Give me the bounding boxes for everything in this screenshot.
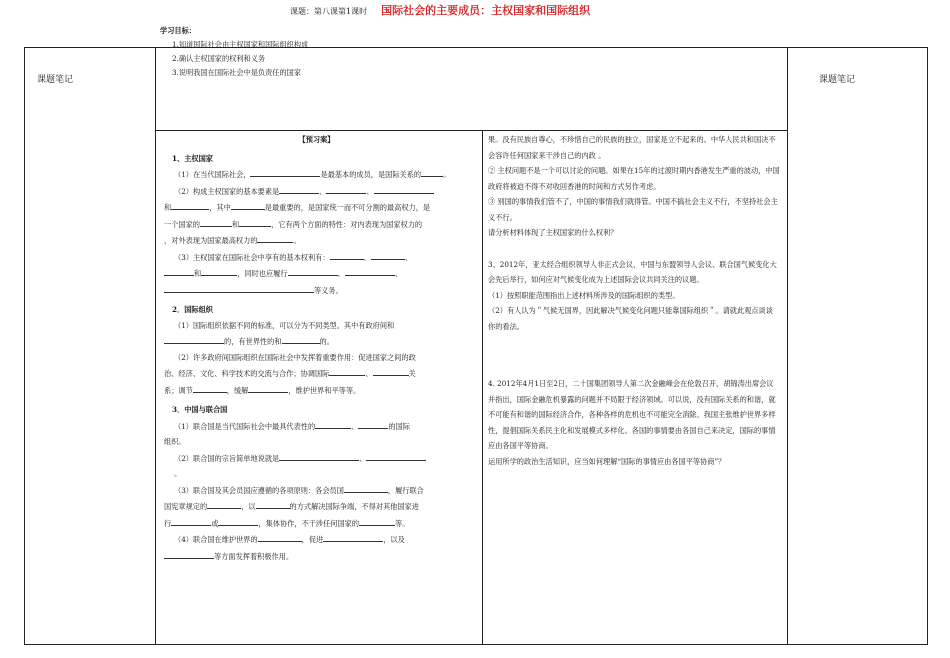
- column-divider: [482, 130, 483, 644]
- blank-field[interactable]: [250, 166, 320, 177]
- question-item: 等方面发挥着积极作用。: [164, 548, 469, 565]
- question-prompt: 请分析材料体现了主权国家的什么权利？: [488, 228, 618, 237]
- blank-field[interactable]: [371, 249, 405, 260]
- blank-field[interactable]: [315, 418, 351, 429]
- question-item: 和 ，其中 是最重要的，是国家统一而不可分割的最高权力，是: [164, 199, 469, 216]
- blank-field[interactable]: [279, 450, 359, 461]
- blank-field[interactable]: [239, 216, 271, 227]
- question-item: （3）联合国及其会员国应遵循的各项原则：各会员国 ，履行联合: [164, 482, 469, 499]
- question-item: 治、经济、文化、科学技术的交流与合作；协调国际 、 关: [164, 365, 469, 382]
- question-item: （1）联合国是当代国际社会中最具代表性的 、 的国际: [164, 418, 469, 435]
- question-item: 的，有世界性的和 的。: [164, 333, 469, 350]
- lesson-title: 国际社会的主要成员：主权国家和国际组织: [381, 4, 591, 17]
- lesson-header: [290, 2, 780, 18]
- goal-item: 2.确认主权国家的权利和义务: [172, 54, 266, 63]
- question-prompt: （1）按照职能范围指出上述材料所涉及的国际组织的类型。: [488, 290, 680, 300]
- goal-item: 3.说明我国在国际社会中是负责任的国家: [172, 68, 302, 77]
- question-item: （1）国际组织依据不同的标准，可以分为不同类型。其中有政府间和: [174, 320, 395, 330]
- question-item: 和 ，同时也应履行 、 、: [164, 265, 469, 282]
- blank-field[interactable]: [258, 531, 302, 542]
- preview-heading: 【预习案】: [298, 135, 335, 144]
- question-item: 国宪章规定的 ，以 的方式解决国际争端，不得对其他国家进: [164, 498, 469, 515]
- material-paragraph: ② 主权问题不是一个可以讨论的问题。如果在15年的过渡时期内香港发生严重的波动，中国政府将被迫不得不对收回香港的时间和方式另作考虑。: [488, 166, 780, 191]
- blank-field[interactable]: [366, 450, 426, 461]
- blank-field[interactable]: [288, 265, 338, 276]
- material-paragraph: 果。没有民族自尊心，不珍惜自己的民族的独立，国家是立不起来的。中华人民共和国决不会容许任何国家来干涉自己的内政 。: [488, 135, 776, 160]
- question-item: （2）构成主权国家的基本要素是 、 、: [164, 183, 469, 200]
- column-divider: [155, 48, 156, 644]
- blank-field[interactable]: [358, 418, 388, 429]
- blank-field[interactable]: [164, 282, 314, 293]
- blank-field[interactable]: [256, 498, 290, 509]
- blank-field[interactable]: [201, 265, 237, 276]
- column-divider: [787, 48, 788, 644]
- question-prompt: 运用所学的政治生活知识，应当如何理解“国际的事情应由各国平等协商”？: [488, 456, 726, 466]
- blank-field[interactable]: [171, 515, 211, 526]
- question-prompt: （2）有人认为＂气候无国界，因此解决气候变化问题只能靠国际组织＂。请就此观点谈谈你的看法。: [488, 306, 773, 331]
- material-paragraph: 4. 2012年4月1日至2日，二十国集团领导人第二次金融峰会在伦敦召开，胡锦涛出席会议并指出，国际金融危机暴露的问题并不局限于经济领域。可以说，没有国际关系的和谐，就不可能有和谐的国际经济合作，各种各样的危机也不可能完全消除。我国主张维护世界多样性，提倡国际关系民主化和发展模式多样化。各国的事情要由各国自己来决定，国际的事情应由各国平等协商。: [488, 379, 776, 450]
- section-title: 3．中国与联合国: [172, 405, 228, 414]
- left-notes-label: 课题笔记: [37, 75, 74, 85]
- preview-section: [164, 132, 469, 564]
- material-paragraph: 3、2012年，亚太经合组织领导人非正式会议、中国与东盟领导人会议、联合国气候变化大会先后举行，如何应对气候变化成为上述国际会议共同关注的议题。: [488, 259, 777, 284]
- blank-field[interactable]: [231, 199, 265, 210]
- materials-section: [488, 132, 780, 469]
- blank-field[interactable]: [200, 216, 232, 227]
- row-divider: [155, 130, 787, 131]
- goals-label: 学习目标：: [160, 26, 196, 35]
- blank-field[interactable]: [282, 333, 320, 344]
- blank-field[interactable]: [330, 249, 364, 260]
- question-item: （2）许多政府间国际组织在国际社会中发挥着重要作用：促进国家之间的政: [174, 352, 416, 362]
- blank-field[interactable]: [164, 333, 224, 344]
- question-item: 组织。: [164, 437, 186, 446]
- worksheet-table: [24, 47, 928, 645]
- blank-field[interactable]: [323, 531, 383, 542]
- material-paragraph: ③ 别国的事情我们管不了，中国的事情我们就得管。中国不搞社会主义不行，不坚持社会主义不行。: [488, 197, 778, 222]
- blank-field[interactable]: [248, 382, 288, 393]
- blank-field[interactable]: [374, 183, 434, 194]
- blank-field[interactable]: [218, 515, 258, 526]
- question-item: （1）在当代国际社会， 是最基本的成员，是国际关系的 。: [164, 166, 469, 183]
- question-item: 行 或 ，集体协作，不干涉任何国家的 等。: [164, 515, 469, 532]
- lesson-number: 课题：第八课第1课时: [290, 7, 368, 16]
- question-item: 系；调节 ，缓解 ，维护世界和平等等。: [164, 382, 469, 399]
- question-item: ，对外表现为国家最高权力的 。: [164, 232, 469, 249]
- blank-field[interactable]: [373, 365, 409, 376]
- learning-goals: [160, 24, 308, 80]
- blank-field[interactable]: [279, 183, 319, 194]
- section-title: 1、主权国家: [172, 153, 213, 163]
- right-notes-label: 课题笔记: [819, 75, 856, 85]
- question-item: （2）联合国的宗旨简单地说就是 、: [164, 450, 469, 467]
- blank-field[interactable]: [257, 232, 293, 243]
- blank-field[interactable]: [164, 548, 214, 559]
- blank-field[interactable]: [345, 265, 395, 276]
- goal-item: 1.知道国际社会由主权国家和国际组织构成: [172, 40, 309, 49]
- question-item: 等义务。: [164, 282, 469, 299]
- question-item: （3）主权国家在国际社会中享有的基本权利有： 、 、: [164, 249, 469, 266]
- question-item: 。: [174, 469, 182, 478]
- blank-field[interactable]: [359, 515, 395, 526]
- question-item: （4）联合国在维护世界的 ，促进 ，以及: [164, 531, 469, 548]
- section-title: 2．国际组织: [172, 305, 213, 314]
- blank-field[interactable]: [344, 482, 388, 493]
- blank-field[interactable]: [207, 498, 241, 509]
- blank-field[interactable]: [193, 382, 227, 393]
- blank-field[interactable]: [326, 183, 366, 194]
- blank-field[interactable]: [421, 166, 443, 177]
- question-item: 一个国家的 和 ，它有两个方面的特性：对内表现为国家权力的: [164, 216, 469, 233]
- blank-field[interactable]: [329, 365, 365, 376]
- blank-field[interactable]: [164, 265, 194, 276]
- blank-field[interactable]: [171, 199, 209, 210]
